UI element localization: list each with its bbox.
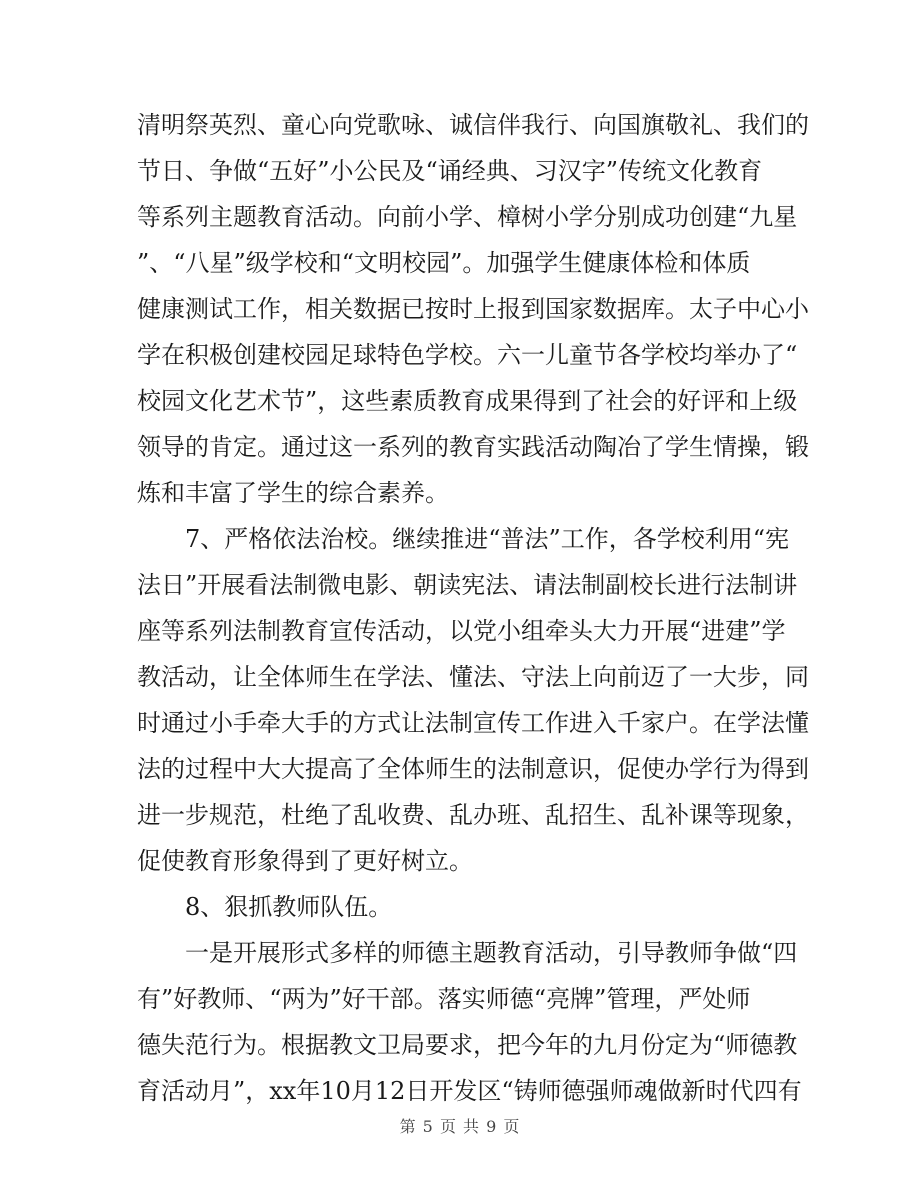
text-line: 学在积极创建校园足球特色学校。六一儿童节各学校均举办了“ xyxy=(137,341,798,369)
text-line: 进一步规范，杜绝了乱收费、乱办班、乱招生、乱补课等现象， xyxy=(137,801,809,829)
text-line: 座等系列法制教育宣传活动，以党小组牵头大力开展“进建”学 xyxy=(137,617,786,645)
text-line: 育活动月”，xx年10月12日开发区“铸师德强师魂做新时代四有 xyxy=(137,1077,802,1105)
text-line: 7、严格依法治校。继续推进“普法”工作，各学校利用“宪 xyxy=(137,525,790,553)
text-line: 清明祭英烈、童心向党歌咏、诚信伴我行、向国旗敬礼、我们的 xyxy=(137,111,809,139)
text-line: 时通过小手牵大手的方式让法制宣传工作进入千家户。在学法懂 xyxy=(137,709,809,737)
text-line: 法日”开展看法制微电影、朝读宪法、请法制副校长进行法制讲 xyxy=(137,571,798,599)
document-body xyxy=(137,102,809,1114)
text-line: ”、“八星”级学校和“文明校园”。加强学生健康体检和体质 xyxy=(137,249,751,277)
text-line: 教活动，让全体师生在学法、懂法、守法上向前迈了一大步，同 xyxy=(137,663,809,691)
text-line: 健康测试工作，相关数据已按时上报到国家数据库。太子中心小 xyxy=(137,295,809,323)
text-line: 炼和丰富了学生的综合素养。 xyxy=(137,479,449,507)
text-line: 领导的肯定。通过这一系列的教育实践活动陶冶了学生情操，锻 xyxy=(137,433,809,461)
text-line: 等系列主题教育活动。向前小学、樟树小学分别成功创建“九星 xyxy=(137,203,798,231)
text-line: 促使教育形象得到了更好树立。 xyxy=(137,847,473,875)
page-number-footer: 第 5 页 共 9 页 xyxy=(399,1117,521,1136)
text-line: 节日、争做“五好”小公民及“诵经典、习汉字”传统文化教育 xyxy=(137,157,763,185)
text-line: 8、狠抓教师队伍。 xyxy=(137,893,393,921)
text-line: 德失范行为。根据教文卫局要求，把今年的九月份定为“师德教 xyxy=(137,1031,798,1059)
text-line: 有”好教师、“两为”好干部。落实师德“亮牌”管理，严处师 xyxy=(137,985,751,1013)
text-line: 一是开展形式多样的师德主题教育活动，引导教师争做“四 xyxy=(137,939,798,967)
text-line: 校园文化艺术节”，这些素质教育成果得到了社会的好评和上级 xyxy=(137,387,798,415)
text-line: 法的过程中大大提高了全体师生的法制意识，促使办学行为得到 xyxy=(137,755,809,783)
